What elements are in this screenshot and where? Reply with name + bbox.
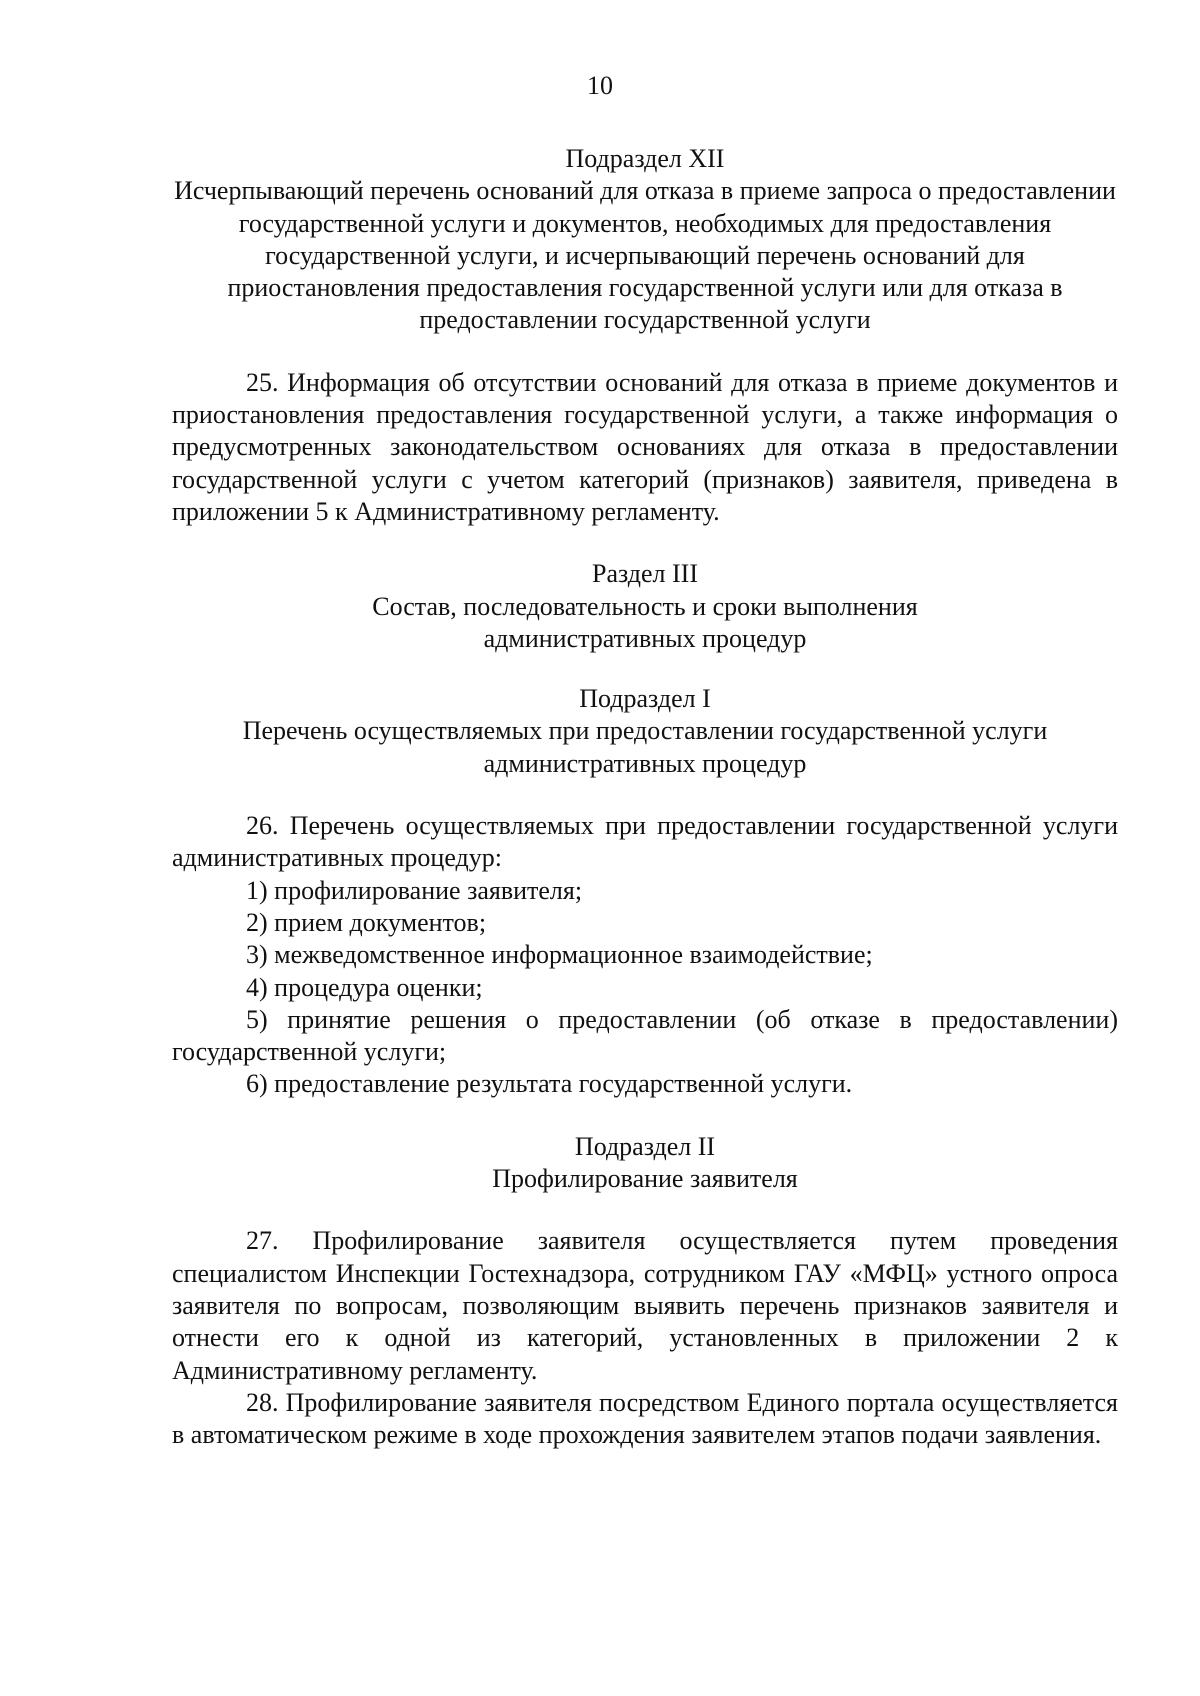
section-iii-heading: Раздел III	[591, 559, 699, 589]
document-body	[172, 143, 1118, 1451]
subsection-ii-title: Профилирование заявителя	[492, 1164, 798, 1194]
list-item: 6) предоставление результата государственной услуги.	[246, 1069, 853, 1099]
page-number: 10	[587, 71, 613, 100]
subsection-i-title-line-1: Перечень осуществляемых при предоставлении государственной услуги	[242, 716, 1048, 746]
paragraph-27: 27. Профилирование заявителя осуществляется путем проведения специалистом Инспекции Гостехнадзора, сотрудником ГАУ «МФЦ» устного опроса заявителя по вопросам, позволяющим выявить перечень признаков заявителя и отнести его к одной из категорий, установленных в приложении 2 к Административному регламенту.	[172, 1226, 1118, 1385]
subsection-i-heading: Подраздел I	[579, 684, 711, 714]
subsection-i-title-line-2: административных процедур	[483, 748, 807, 778]
paragraph-26: 26. Перечень осуществляемых при предоставлении государственной услуги административных процедур:	[172, 811, 1118, 873]
list-item: 2) прием документов;	[246, 907, 487, 937]
list-item: 1) профилирование заявителя;	[246, 875, 583, 905]
list-item: 5) принятие решения о предоставлении (об отказе в предоставлении) государственной услуги;	[172, 1004, 1118, 1067]
subsection-ii-heading: Подраздел II	[574, 1131, 716, 1161]
subsection-xii-title: Исчерпывающий перечень оснований для отказа в приеме запроса о предоставлении государственной услуги и документов, необходимых для предоставления государственной услуги, и исчерпывающий перечень оснований для приостановления предоставления государственной услуги или для отказа в предоставлении государственной услуги	[174, 176, 1116, 335]
paragraph-25: 25. Информация об отсутствии оснований для отказа в приеме документов и приостановления предоставления государственной услуги, а также информация о предусмотренных законодательством основаниях для отказа в предоставлении государственной услуги с учетом категорий (признаков) заявителя, приведена в приложении 5 к Административному регламенту.	[172, 367, 1118, 526]
subsection-xii-heading: Подраздел XII	[565, 144, 725, 173]
list-item: 3) межведомственное информационное взаимодействие;	[246, 940, 873, 970]
list-item: 4) процедура оценки;	[246, 972, 483, 1002]
paragraph-28: 28. Профилирование заявителя посредством Единого портала осуществляется в автоматическом режиме в ходе прохождения заявителем этапов подачи заявления.	[172, 1387, 1118, 1450]
section-iii-title-line-1: Состав, последовательность и сроки выполнения	[372, 591, 918, 621]
section-iii-title-line-2: административных процедур	[483, 623, 807, 653]
